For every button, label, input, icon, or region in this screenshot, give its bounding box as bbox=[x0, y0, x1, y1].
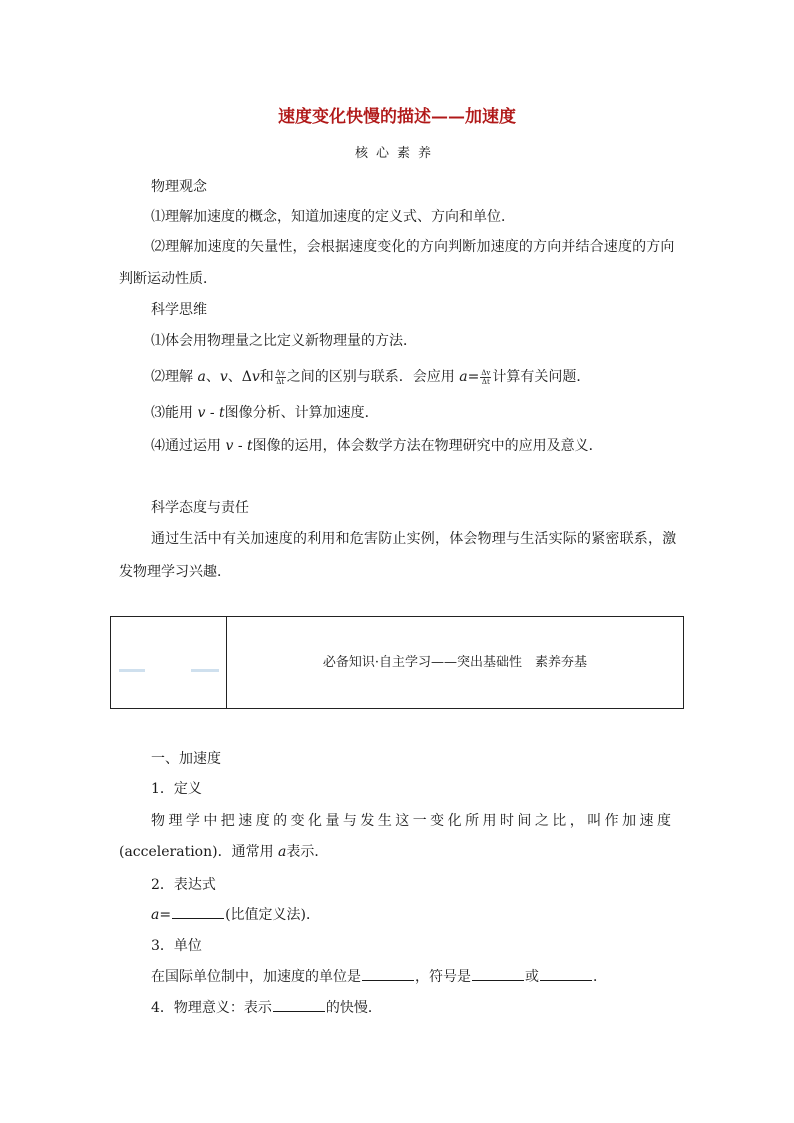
equals-sign: = bbox=[159, 907, 172, 923]
definition-line-1: 物理学中把速度的变化量与发生这一变化所用时间之比，叫作加速度 bbox=[151, 813, 674, 829]
unit-mid: ，符号是 bbox=[415, 969, 471, 985]
fraction-dv-dt-2 bbox=[480, 369, 491, 386]
expression-line bbox=[151, 906, 320, 924]
var-a: a bbox=[197, 369, 206, 385]
item3-prefix: ⑶能用 bbox=[151, 405, 198, 421]
physics-concept-item-2-line-1: ⑵理解加速度的矢量性，会根据速度变化的方向判断加速度的方向并结合速度的方向 bbox=[151, 239, 675, 255]
fill-blank bbox=[273, 999, 325, 1012]
fraction-denominator: Δt bbox=[481, 377, 490, 386]
science-thinking-item-2 bbox=[151, 368, 590, 386]
meaning-line bbox=[151, 999, 382, 1017]
fill-blank bbox=[362, 968, 414, 981]
unit-end: ． bbox=[593, 969, 607, 985]
var-v: v bbox=[225, 438, 234, 454]
fraction-dv-dt bbox=[275, 369, 286, 386]
expr-suffix: (比值定义法)． bbox=[225, 907, 321, 923]
mid-text: 之间的区别与联系．会应用 bbox=[286, 369, 460, 385]
sep-1: 、 bbox=[205, 369, 220, 385]
attitude-line-1: 通过生活中有关加速度的利用和危害防止实例，体会物理与生活实际的紧密联系，激 bbox=[151, 531, 677, 547]
unit-or: 或 bbox=[525, 969, 539, 985]
var-a: a bbox=[278, 844, 287, 860]
fill-blank bbox=[172, 906, 224, 919]
var-v: v bbox=[197, 405, 206, 421]
definition-heading: 1．定义 bbox=[151, 781, 202, 797]
page-title: 速度变化快慢的描述——加速度 bbox=[278, 107, 516, 127]
section-heading-science-thinking: 科学思维 bbox=[151, 302, 207, 318]
and-text: 和 bbox=[259, 369, 274, 385]
knowledge-heading: 一、加速度 bbox=[151, 751, 221, 767]
decoration-bar-right bbox=[191, 669, 219, 672]
var-t: t bbox=[219, 405, 225, 421]
science-thinking-item-4 bbox=[151, 437, 603, 455]
meaning-suffix: 的快慢． bbox=[325, 1000, 382, 1016]
science-thinking-item-1: ⑴体会用物理量之比定义新物理量的方法． bbox=[151, 333, 417, 349]
item2-suffix: 计算有关问题． bbox=[492, 369, 591, 385]
item4-prefix: ⑷通过运用 bbox=[151, 438, 226, 454]
var-a-2: a bbox=[459, 369, 468, 385]
fill-blank bbox=[540, 968, 592, 981]
item4-suffix: 图像的运用，体会数学方法在物理研究中的应用及意义． bbox=[252, 438, 603, 454]
unit-heading: 3．单位 bbox=[151, 938, 202, 954]
dash: - bbox=[233, 438, 248, 454]
page-subtitle: 核心素养 bbox=[354, 146, 439, 161]
banner-title: 必备知识·自主学习——突出基础性 素养夯基 bbox=[322, 655, 588, 670]
physics-concept-item-2-line-2: 判断运动性质． bbox=[119, 271, 217, 287]
section-heading-attitude: 科学态度与责任 bbox=[151, 500, 249, 516]
meaning-prefix: 4．物理意义：表示 bbox=[151, 1000, 272, 1016]
science-thinking-item-3 bbox=[151, 404, 379, 422]
equals-sign: = bbox=[467, 369, 480, 385]
definition-line-2 bbox=[119, 843, 328, 861]
var-a: a bbox=[151, 907, 160, 923]
section-heading-physics-concept: 物理观念 bbox=[151, 179, 207, 195]
dash: - bbox=[205, 405, 220, 421]
def-prefix: (acceleration)．通常用 bbox=[119, 844, 279, 860]
banner-decoration-cell bbox=[111, 617, 227, 708]
attitude-line-2: 发物理学习兴趣． bbox=[119, 564, 231, 580]
var-v-2: v bbox=[251, 369, 260, 385]
expression-heading: 2．表达式 bbox=[151, 877, 216, 893]
var-v: v bbox=[219, 369, 228, 385]
item3-suffix: 图像分析、计算加速度． bbox=[224, 405, 379, 421]
var-t: t bbox=[247, 438, 253, 454]
fraction-denominator: Δt bbox=[276, 377, 285, 386]
fraction-numerator: Δv bbox=[275, 368, 285, 377]
unit-line bbox=[151, 968, 607, 986]
decoration-bar-left bbox=[119, 669, 145, 672]
fill-blank bbox=[472, 968, 524, 981]
def-suffix: 表示． bbox=[286, 844, 329, 860]
physics-concept-item-1: ⑴理解加速度的概念，知道加速度的定义式、方向和单位． bbox=[151, 209, 515, 225]
sep-2: 、Δ bbox=[227, 369, 252, 385]
section-banner bbox=[110, 616, 684, 709]
unit-prefix: 在国际单位制中，加速度的单位是 bbox=[151, 969, 361, 985]
fraction-numerator: Δv bbox=[481, 368, 491, 377]
item2-prefix: ⑵理解 bbox=[151, 369, 198, 385]
